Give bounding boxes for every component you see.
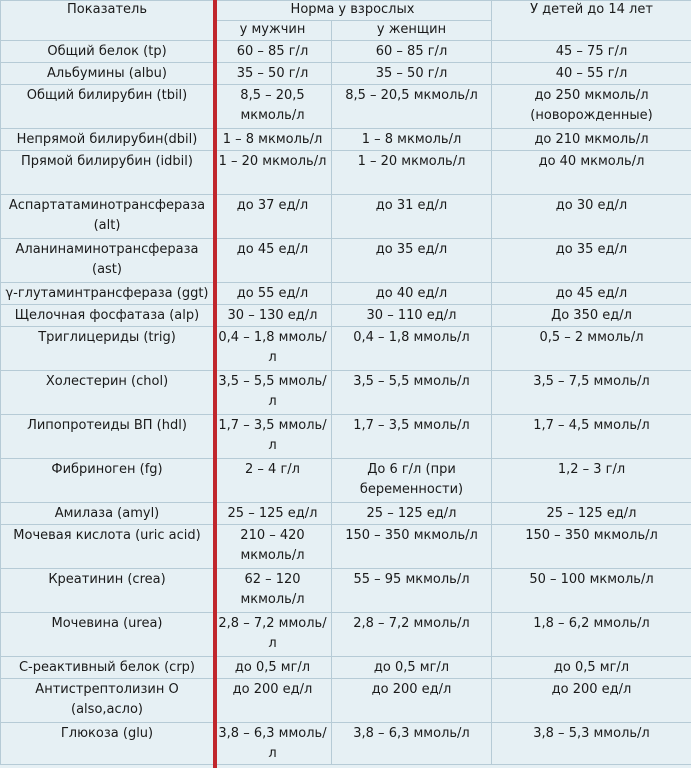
- table-row: [1, 569, 691, 613]
- value-women: до 0,5 мг/л: [332, 657, 492, 679]
- value-women: до 35 ед/л: [332, 239, 492, 283]
- value-children: до 200 ед/л: [492, 679, 691, 723]
- table-row: [1, 63, 691, 85]
- header-children: У детей до 14 лет: [492, 1, 691, 41]
- value-men: до 55 ед/л: [214, 283, 332, 305]
- value-children: 1,2 – 3 г/л: [492, 459, 691, 503]
- value-children: 0,5 – 2 ммоль/л: [492, 327, 691, 371]
- value-men: 1 – 8 мкмоль/л: [214, 129, 332, 151]
- value-men: 0,4 – 1,8 ммоль/л: [214, 327, 332, 371]
- header-indicator: Показатель: [1, 1, 214, 41]
- table-row: [1, 679, 691, 723]
- table-row: [1, 151, 691, 195]
- table-row: [1, 283, 691, 305]
- indicator-name: Общий белок (tp): [1, 41, 214, 63]
- indicator-name: Фибриноген (fg): [1, 459, 214, 503]
- value-women: до 31 ед/л: [332, 195, 492, 239]
- header-men: у мужчин: [214, 21, 332, 41]
- indicator-name: Щелочная фосфатаза (alp): [1, 305, 214, 327]
- value-children: 40 – 55 г/л: [492, 63, 691, 85]
- value-men: 2 – 4 г/л: [214, 459, 332, 503]
- value-children: до 0,5 мг/л: [492, 657, 691, 679]
- value-women: 1,7 – 3,5 ммоль/л: [332, 415, 492, 459]
- value-women: 8,5 – 20,5 мкмоль/л: [332, 85, 492, 129]
- indicator-name: Антистрептолизин О (also,асло): [1, 679, 214, 723]
- value-men: до 37 ед/л: [214, 195, 332, 239]
- value-women: 1 – 8 мкмоль/л: [332, 129, 492, 151]
- indicator-name: Липопротеиды ВП (hdl): [1, 415, 214, 459]
- value-women: 2,8 – 7,2 ммоль/л: [332, 613, 492, 657]
- value-women: 1 – 20 мкмоль/л: [332, 151, 492, 195]
- value-women: До 6 г/л (при беременности): [332, 459, 492, 503]
- table-row: [1, 657, 691, 679]
- value-men: до 0,5 мг/л: [214, 657, 332, 679]
- value-men: до 45 ед/л: [214, 239, 332, 283]
- red-vertical-divider: [213, 0, 217, 768]
- value-women: 55 – 95 мкмоль/л: [332, 569, 492, 613]
- indicator-name: Аланинаминотрансфераза (ast): [1, 239, 214, 283]
- table-row: [1, 327, 691, 371]
- value-children: 150 – 350 мкмоль/л: [492, 525, 691, 569]
- value-women: 30 – 110 ед/л: [332, 305, 492, 327]
- value-children: До 350 ед/л: [492, 305, 691, 327]
- value-children: 25 – 125 ед/л: [492, 503, 691, 525]
- table-row: [1, 305, 691, 327]
- indicator-name: Креатинин (crea): [1, 569, 214, 613]
- value-children: до 45 ед/л: [492, 283, 691, 305]
- indicator-name: Альбумины (albu): [1, 63, 214, 85]
- value-women: 3,5 – 5,5 ммоль/л: [332, 371, 492, 415]
- value-women: 35 – 50 г/л: [332, 63, 492, 85]
- value-women: 60 – 85 г/л: [332, 41, 492, 63]
- indicator-name: γ-глутаминтрансфераза (ggt): [1, 283, 214, 305]
- value-men: 3,5 – 5,5 ммоль/л: [214, 371, 332, 415]
- table-row: [1, 85, 691, 129]
- value-men: до 200 ед/л: [214, 679, 332, 723]
- value-women: 3,8 – 6,3 ммоль/л: [332, 723, 492, 765]
- table-row: [1, 41, 691, 63]
- indicator-name: Холестерин (chol): [1, 371, 214, 415]
- table-row: [1, 195, 691, 239]
- value-children: до 250 мкмоль/л (новорожденные): [492, 85, 691, 129]
- indicator-name: Триглицериды (trig): [1, 327, 214, 371]
- value-men: 62 – 120 мкмоль/л: [214, 569, 332, 613]
- table-row: [1, 459, 691, 503]
- value-women: до 200 ед/л: [332, 679, 492, 723]
- value-women: 25 – 125 ед/л: [332, 503, 492, 525]
- indicator-name: Мочевина (urea): [1, 613, 214, 657]
- value-children: до 40 мкмоль/л: [492, 151, 691, 195]
- indicator-name: Аспартатаминотрансфераза (alt): [1, 195, 214, 239]
- value-men: 1 – 20 мкмоль/л: [214, 151, 332, 195]
- value-women: до 40 ед/л: [332, 283, 492, 305]
- value-men: 2,8 – 7,2 ммоль/л: [214, 613, 332, 657]
- value-men: 60 – 85 г/л: [214, 41, 332, 63]
- table-row: [1, 239, 691, 283]
- indicator-name: Глюкоза (glu): [1, 723, 214, 765]
- table-row: [1, 613, 691, 657]
- value-men: 210 – 420 мкмоль/л: [214, 525, 332, 569]
- indicator-name: Прямой билирубин (idbil): [1, 151, 214, 195]
- value-men: 8,5 – 20,5 мкмоль/л: [214, 85, 332, 129]
- header-women: у женщин: [332, 21, 492, 41]
- indicator-name: С-реактивный белок (crp): [1, 657, 214, 679]
- value-children: 1,8 – 6,2 ммоль/л: [492, 613, 691, 657]
- value-women: 0,4 – 1,8 ммоль/л: [332, 327, 492, 371]
- indicator-name: Общий билирубин (tbil): [1, 85, 214, 129]
- indicator-name: Амилаза (amyl): [1, 503, 214, 525]
- value-men: 35 – 50 г/л: [214, 63, 332, 85]
- value-children: до 30 ед/л: [492, 195, 691, 239]
- value-women: 150 – 350 мкмоль/л: [332, 525, 492, 569]
- value-men: 30 – 130 ед/л: [214, 305, 332, 327]
- indicator-name: Непрямой билирубин(dbil): [1, 129, 214, 151]
- value-children: до 210 мкмоль/л: [492, 129, 691, 151]
- value-men: 25 – 125 ед/л: [214, 503, 332, 525]
- value-children: 45 – 75 г/л: [492, 41, 691, 63]
- value-children: 3,5 – 7,5 ммоль/л: [492, 371, 691, 415]
- value-children: 1,7 – 4,5 ммоль/л: [492, 415, 691, 459]
- header-adults: Норма у взрослых: [214, 1, 492, 21]
- value-children: до 35 ед/л: [492, 239, 691, 283]
- value-children: 50 – 100 мкмоль/л: [492, 569, 691, 613]
- table-row: [1, 723, 691, 765]
- table-row: [1, 503, 691, 525]
- table-row: [1, 129, 691, 151]
- table-row: [1, 415, 691, 459]
- value-children: 3,8 – 5,3 ммоль/л: [492, 723, 691, 765]
- table-row: [1, 525, 691, 569]
- table-row: [1, 371, 691, 415]
- indicator-name: Мочевая кислота (uric acid): [1, 525, 214, 569]
- value-men: 1,7 – 3,5 ммоль/л: [214, 415, 332, 459]
- value-men: 3,8 – 6,3 ммоль/л: [214, 723, 332, 765]
